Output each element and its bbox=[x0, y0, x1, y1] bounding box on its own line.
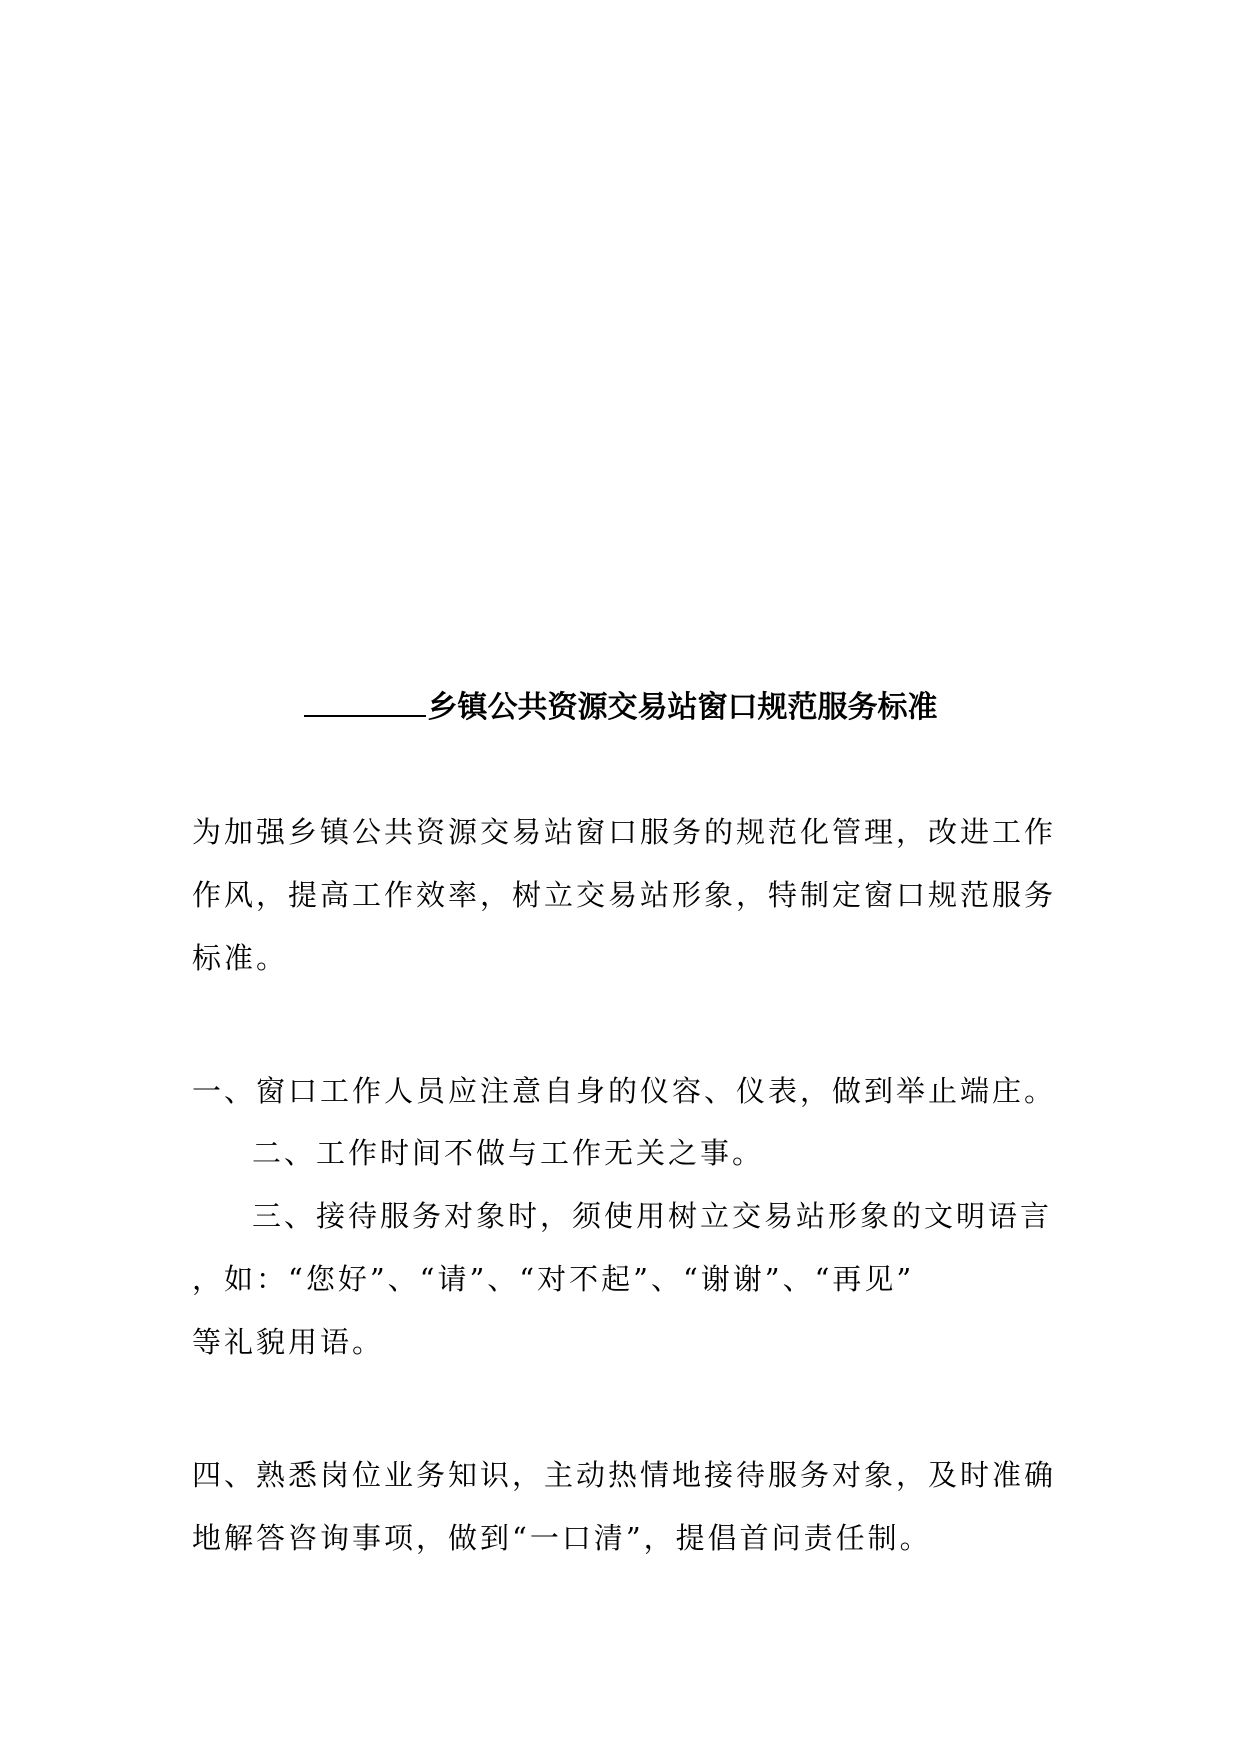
item-3-line-3: 等礼貌用语。 bbox=[192, 1325, 385, 1359]
item-4-line-2: 地解答咨询事项，做到“一口清”，提倡首问责任制。 bbox=[192, 1521, 932, 1555]
item-1-line-1: 一、窗口工作人员应注意自身的仪容、仪表，做到举止端庄。 bbox=[192, 1074, 1057, 1108]
item-2-line-1: 二、工作时间不做与工作无关之事。 bbox=[252, 1136, 765, 1170]
intro-line-2: 作风，提高工作效率，树立交易站形象，特制定窗口规范服务 bbox=[192, 878, 1057, 912]
item-4-line-1: 四、熟悉岗位业务知识，主动热情地接待服务对象，及时准确 bbox=[192, 1458, 1057, 1492]
title-text: 乡镇公共资源交易站窗口规范服务标准 bbox=[427, 690, 938, 725]
intro-line-3: 标准。 bbox=[192, 941, 289, 975]
title-blank-underline bbox=[304, 685, 426, 717]
item-3-line-1: 三、接待服务对象时，须使用树立交易站形象的文明语言 bbox=[252, 1199, 1053, 1233]
item-3-line-2: ，如：“您好”、“请”、“对不起”、“谢谢”、“再见” bbox=[192, 1262, 915, 1296]
intro-line-1: 为加强乡镇公共资源交易站窗口服务的规范化管理，改进工作 bbox=[192, 815, 1057, 849]
document-title bbox=[0, 685, 1241, 728]
